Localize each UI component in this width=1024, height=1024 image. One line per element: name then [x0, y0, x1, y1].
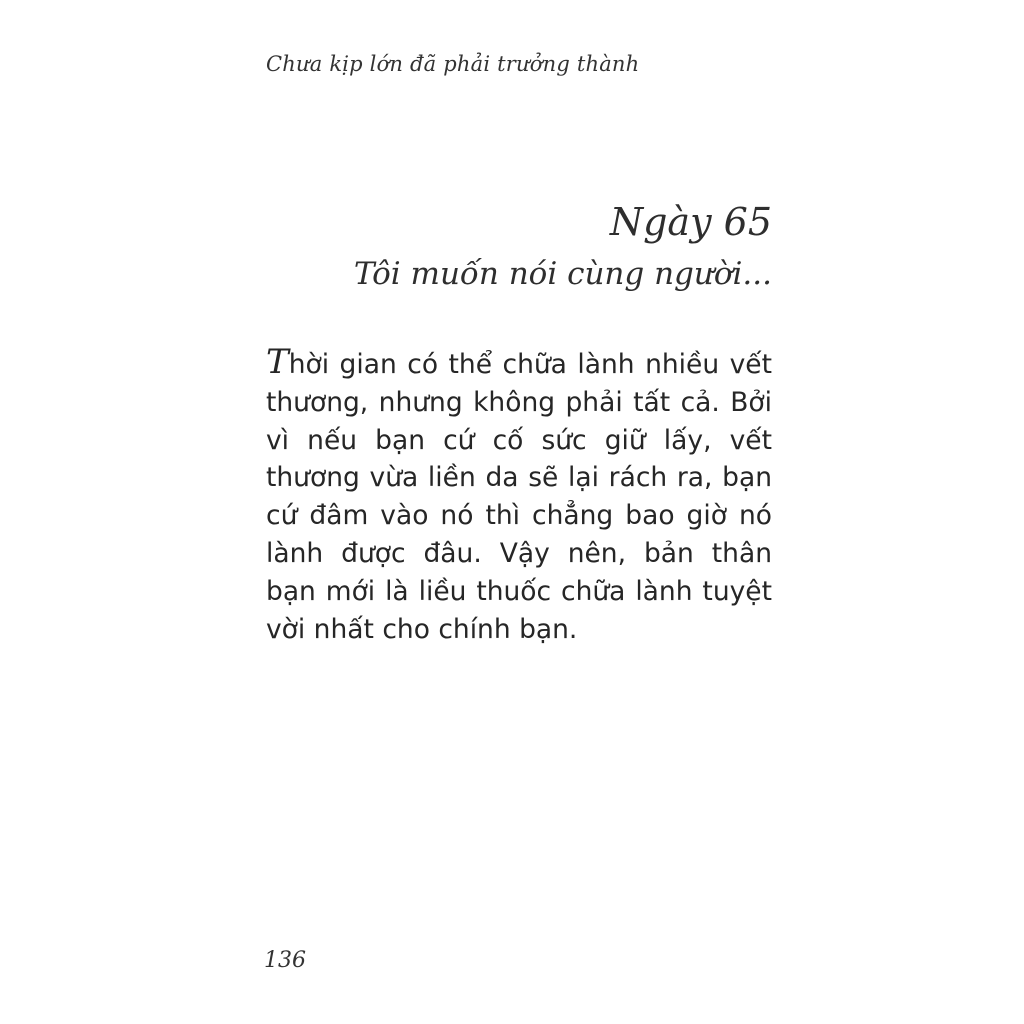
- page-number: 136: [264, 948, 306, 973]
- running-header: Chưa kịp lớn đã phải trưởng thành: [266, 52, 640, 76]
- chapter-number: Ngày 65: [609, 200, 772, 244]
- body-paragraph: [266, 342, 772, 648]
- drop-cap: T: [266, 342, 289, 382]
- body-text: hời gian có thể chữa lành nhiều vết thương, nhưng không phải tất cả. Bởi vì nếu bạn cứ cố sức giữ lấy, vết thương vừa liền da sẽ lại rách ra, bạn cứ đâm vào nó thì chẳng bao giờ nó lành được đâu. Vậy nên, bản thân bạn mới là liều thuốc chữa lành tuyệt vời nhất cho chính bạn.: [266, 349, 772, 645]
- chapter-title: Tôi muốn nói cùng người...: [353, 256, 772, 292]
